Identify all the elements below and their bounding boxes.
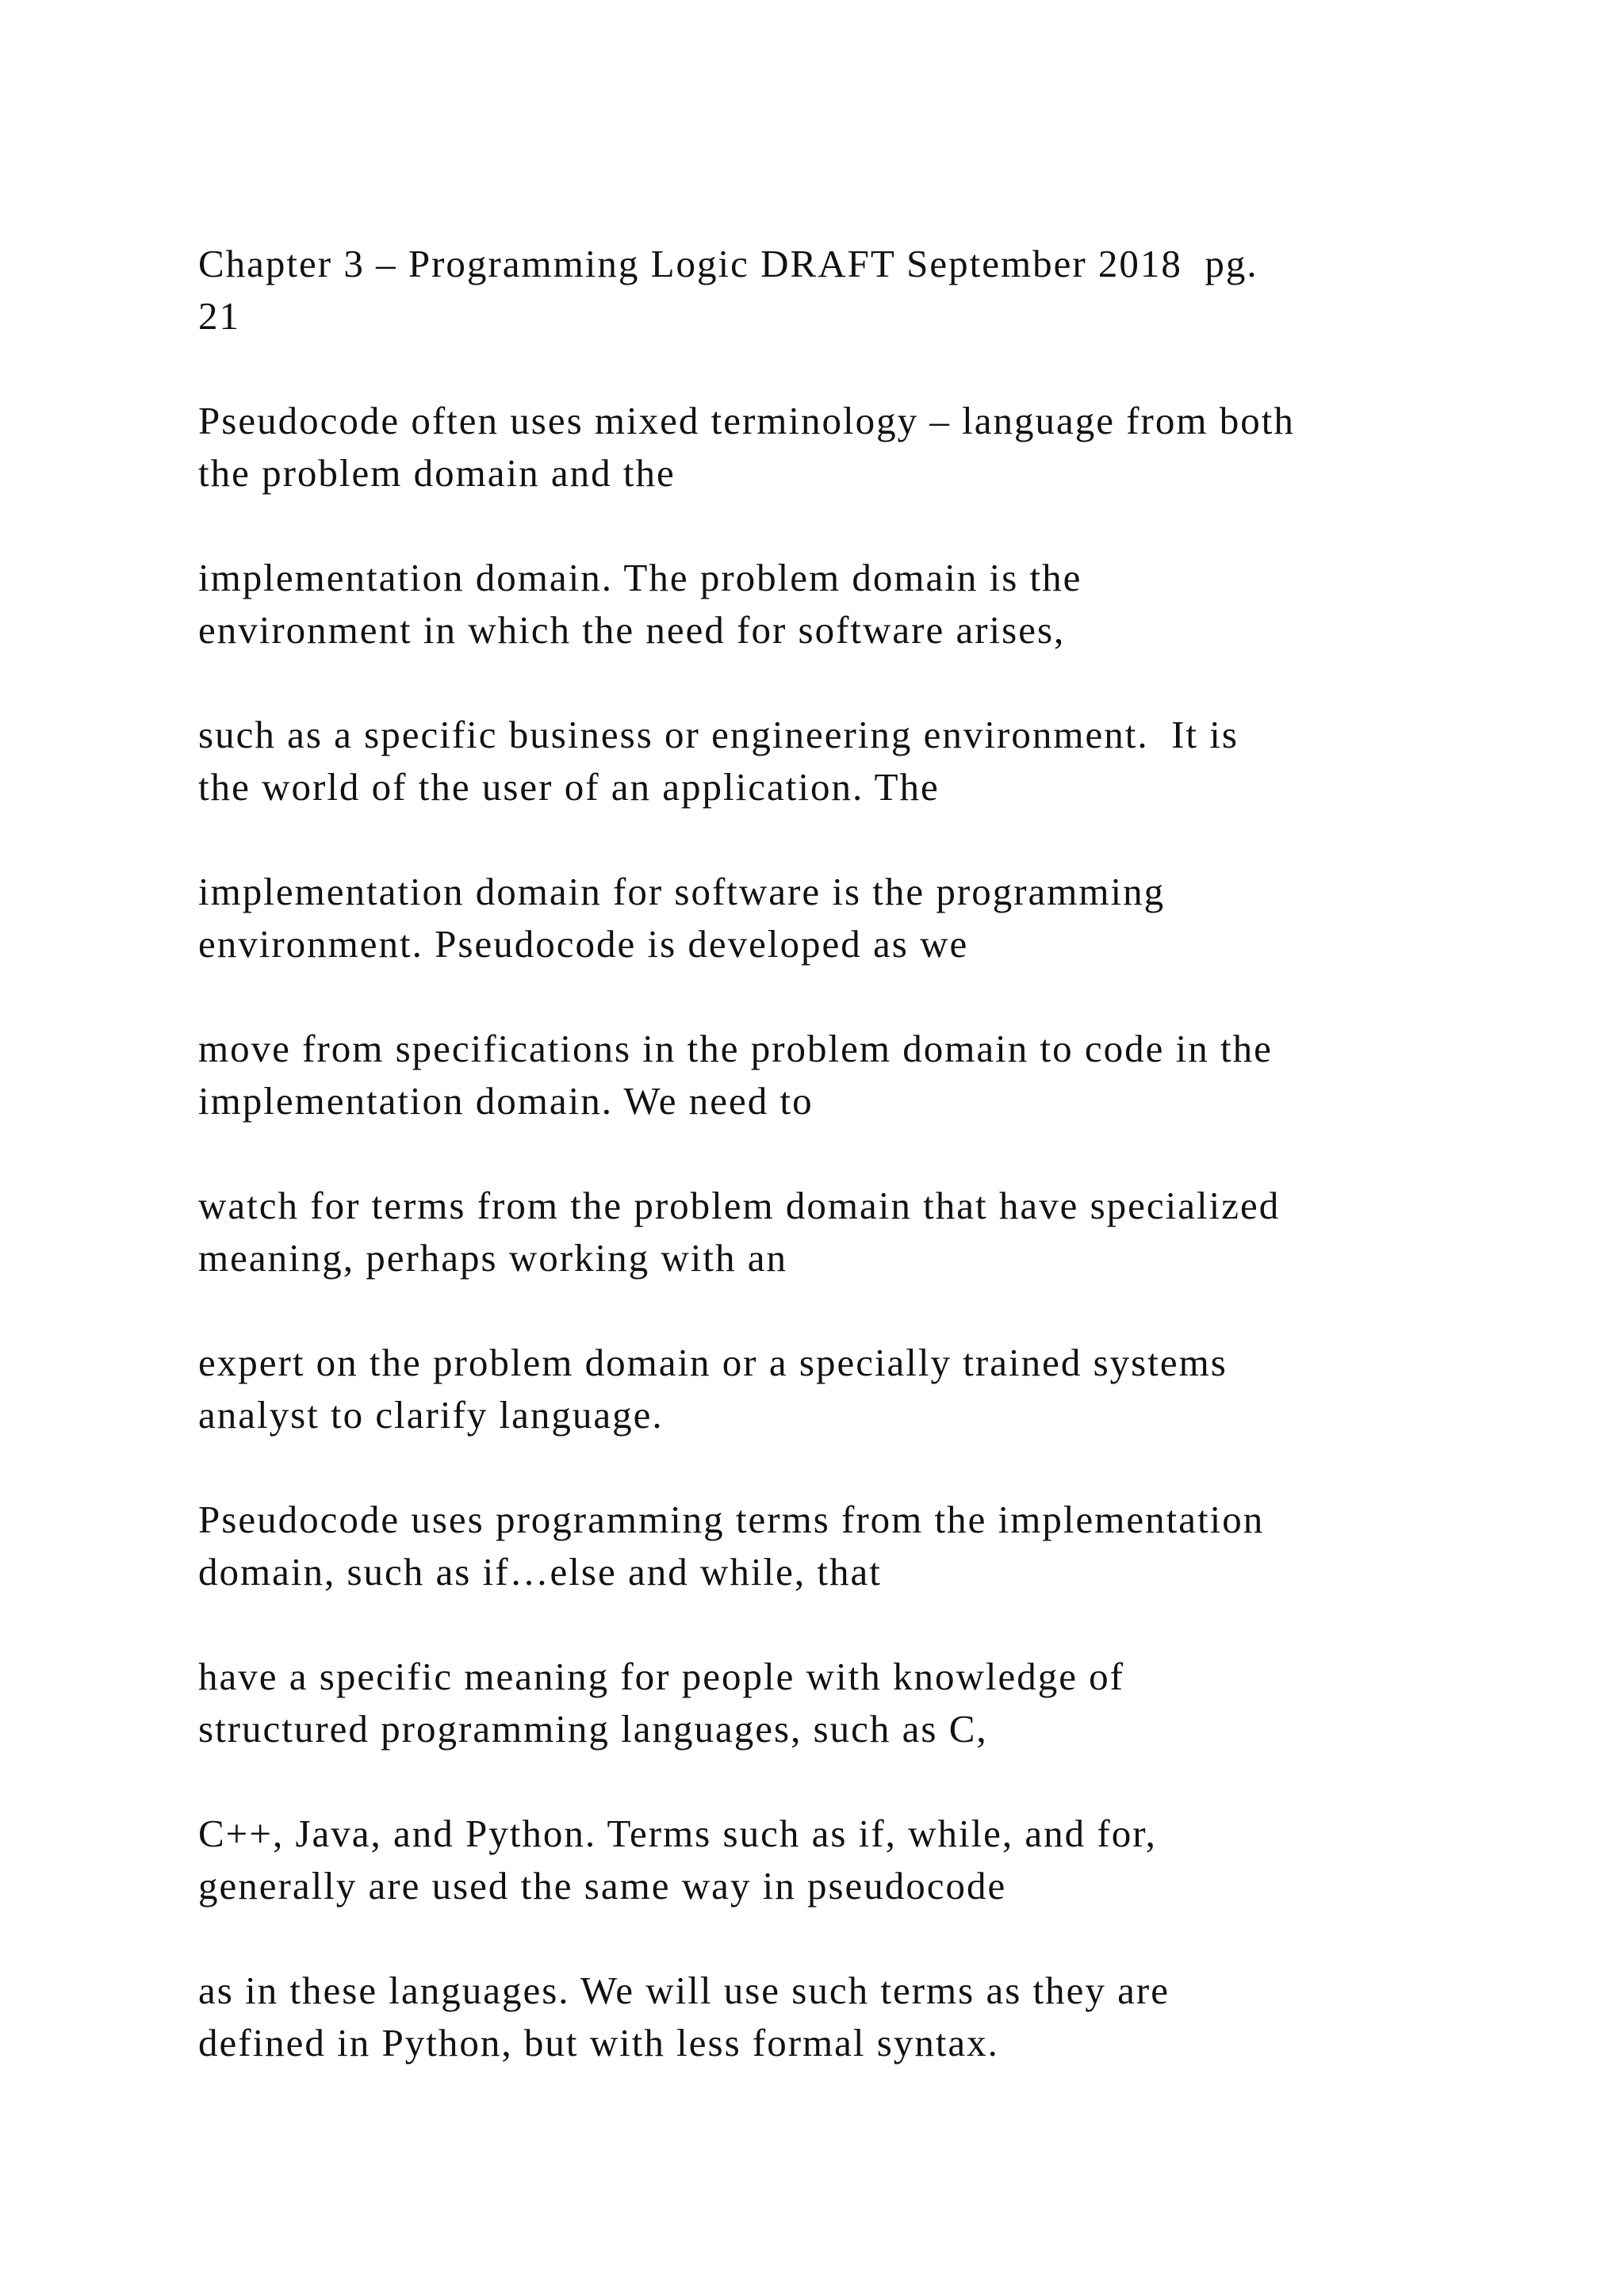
text-line: Pseudocode often uses mixed terminology – language from both bbox=[198, 399, 1295, 442]
text-line: expert on the problem domain or a specially trained systems bbox=[198, 1341, 1228, 1384]
text-line: analyst to clarify language. bbox=[198, 1393, 664, 1437]
text-line: structured programming languages, such as C, bbox=[198, 1707, 988, 1751]
text-line: have a specific meaning for people with knowledge of bbox=[198, 1655, 1125, 1698]
text-line: domain, such as if…else and while, that bbox=[198, 1550, 882, 1594]
paragraph bbox=[198, 1651, 1546, 1755]
paragraph bbox=[198, 1494, 1546, 1598]
text-line: implementation domain. We need to bbox=[198, 1079, 814, 1123]
text-line: C++, Java, and Python. Terms such as if, while, and for, bbox=[198, 1812, 1157, 1855]
paragraph bbox=[198, 1023, 1546, 1127]
paragraph bbox=[198, 1808, 1546, 1912]
paragraph bbox=[198, 1337, 1546, 1441]
text-line: move from specifications in the problem domain to code in the bbox=[198, 1027, 1273, 1070]
paragraph bbox=[198, 552, 1546, 656]
text-line: the problem domain and the bbox=[198, 451, 676, 495]
text-line: environment. Pseudocode is developed as we bbox=[198, 922, 969, 966]
paragraph bbox=[198, 1180, 1546, 1284]
paragraph bbox=[198, 866, 1546, 970]
text-line: as in these languages. We will use such terms as they are bbox=[198, 1969, 1170, 2012]
text-line: implementation domain for software is the programming bbox=[198, 870, 1166, 913]
paragraph bbox=[198, 395, 1546, 499]
text-line: generally are used the same way in pseudocode bbox=[198, 1864, 1007, 1908]
text-line: meaning, perhaps working with an bbox=[198, 1236, 788, 1280]
paragraph bbox=[198, 709, 1546, 813]
paragraph bbox=[198, 1965, 1546, 2069]
page-header bbox=[198, 238, 1546, 342]
text-line: 21 bbox=[198, 294, 240, 338]
text-line: Pseudocode uses programming terms from the implementation bbox=[198, 1498, 1265, 1541]
text-line: Chapter 3 – Programming Logic DRAFT September 2018 pg. bbox=[198, 242, 1258, 285]
text-line: implementation domain. The problem domain is the bbox=[198, 556, 1082, 599]
text-line: environment in which the need for software arises, bbox=[198, 608, 1066, 652]
text-line: the world of the user of an application. The bbox=[198, 765, 940, 809]
text-line: defined in Python, but with less formal syntax. bbox=[198, 2021, 999, 2064]
text-line: watch for terms from the problem domain that have specialized bbox=[198, 1184, 1281, 1227]
text-line: such as a specific business or engineering environment. It is bbox=[198, 713, 1239, 756]
document-body bbox=[198, 238, 1546, 2122]
